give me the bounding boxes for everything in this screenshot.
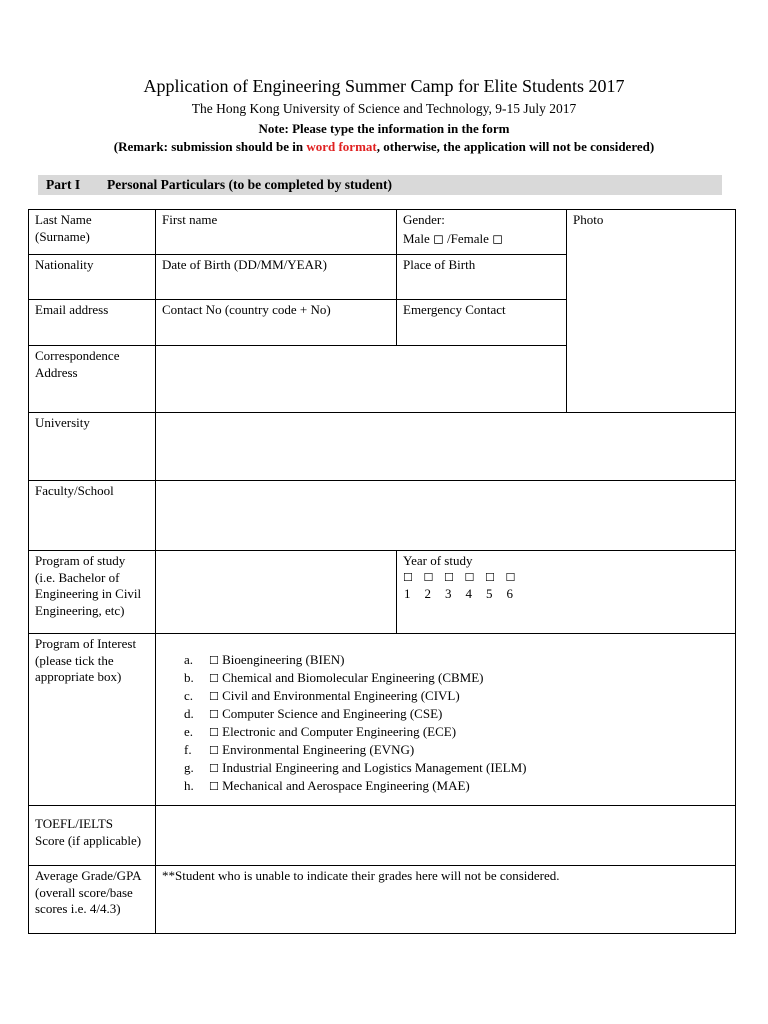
program-letter: c. xyxy=(184,688,194,703)
program-option[interactable] xyxy=(184,723,735,741)
gpa-line: Average Grade/GPA xyxy=(35,868,142,883)
university-input[interactable] xyxy=(156,413,735,480)
gpa-line: (overall score/base xyxy=(35,884,133,900)
address-label: Address xyxy=(35,364,78,380)
program-option[interactable] xyxy=(184,669,735,687)
university-label-cell xyxy=(29,413,155,480)
surname-label: (Surname) xyxy=(35,228,90,244)
gpa-input[interactable] xyxy=(156,866,735,933)
program-checkbox[interactable]: ☐ xyxy=(209,762,219,775)
program-letter: a. xyxy=(184,652,194,667)
gender-label: Gender: xyxy=(403,212,445,227)
year-of-study-label: Year of study xyxy=(403,553,473,568)
part-number: Part I xyxy=(46,177,81,192)
university-label: University xyxy=(35,415,90,430)
personal-particulars-form xyxy=(28,209,736,934)
toefl-label: TOEFL/IELTS xyxy=(35,816,114,831)
year-2-checkbox[interactable]: ☐ xyxy=(423,570,434,584)
year-number: 6 xyxy=(506,586,513,601)
program-checkbox[interactable]: ☐ xyxy=(209,672,219,685)
program-interest-line: Program of Interest xyxy=(35,636,137,651)
program-letter: b. xyxy=(184,670,194,685)
email-label: Email address xyxy=(35,302,109,317)
form-subtitle: The Hong Kong University of Science and Technology, 9-15 July 2017 xyxy=(191,101,577,116)
year-number: 4 xyxy=(465,586,472,601)
gender-options[interactable]: Male ◻ /Female ◻ xyxy=(403,230,503,246)
program-letter: e. xyxy=(184,724,194,739)
program-option[interactable] xyxy=(184,687,735,705)
year-number: 1 xyxy=(404,586,411,601)
program-letter: h. xyxy=(184,778,194,793)
program-checkbox[interactable]: ☐ xyxy=(209,690,219,703)
year-of-study-field xyxy=(397,551,735,633)
faculty-input[interactable] xyxy=(156,481,735,550)
gpa-line: scores i.e. 4/4.3) xyxy=(35,901,121,916)
year-numbers xyxy=(403,586,729,603)
program-option[interactable] xyxy=(184,705,735,723)
correspondence-address-input[interactable] xyxy=(156,346,566,412)
last-name-field[interactable] xyxy=(29,210,155,254)
program-option[interactable] xyxy=(184,651,735,669)
program-checkbox[interactable]: ☐ xyxy=(209,726,219,739)
place-of-birth-field[interactable] xyxy=(397,255,566,299)
email-field[interactable] xyxy=(29,300,155,345)
year-number: 5 xyxy=(486,586,493,601)
program-name: Environmental Engineering (EVNG) xyxy=(222,742,415,757)
year-checkboxes xyxy=(403,570,729,587)
program-letter: g. xyxy=(184,760,194,775)
contact-no-label: Contact No (country code + No) xyxy=(162,302,331,317)
program-name: Electronic and Computer Engineering (ECE) xyxy=(222,724,457,739)
last-name-label: Last Name xyxy=(35,212,92,227)
part-title: Personal Particulars (to be completed by student) xyxy=(107,177,392,192)
nationality-field[interactable] xyxy=(29,255,155,299)
program-list xyxy=(184,651,735,795)
first-name-field[interactable] xyxy=(156,210,396,254)
program-interest-line: (please tick the xyxy=(35,652,114,668)
program-checkbox[interactable]: ☐ xyxy=(209,654,219,667)
gender-field[interactable] xyxy=(397,210,566,254)
year-6-checkbox[interactable]: ☐ xyxy=(505,570,516,584)
contact-no-field[interactable] xyxy=(156,300,396,345)
program-of-study-input[interactable] xyxy=(156,551,396,633)
program-interest-line: appropriate box) xyxy=(35,669,122,684)
program-study-line: Program of study xyxy=(35,553,126,568)
form-title: Application of Engineering Summer Camp for Elite Students 2017 xyxy=(143,76,625,96)
year-3-checkbox[interactable]: ☐ xyxy=(444,570,454,584)
program-option[interactable] xyxy=(184,741,735,759)
program-interest-label-cell xyxy=(29,634,155,805)
program-checkbox[interactable]: ☐ xyxy=(209,780,219,793)
remark-suffix: , otherwise, the application will not be considered) xyxy=(376,139,655,154)
year-number: 2 xyxy=(424,586,431,601)
program-letter: d. xyxy=(184,706,194,721)
nationality-label: Nationality xyxy=(35,257,94,272)
correspondence-label-cell xyxy=(29,346,155,412)
year-4-checkbox[interactable]: ☐ xyxy=(464,570,475,584)
program-name: Computer Science and Engineering (CSE) xyxy=(222,706,443,721)
remark-prefix: (Remark: submission should be in xyxy=(113,139,307,154)
program-checkbox[interactable]: ☐ xyxy=(209,708,219,721)
gpa-note: **Student who is unable to indicate their grades here will not be considered. xyxy=(162,868,560,883)
program-interest-options xyxy=(156,634,735,805)
correspondence-label: Correspondence xyxy=(35,348,120,363)
program-study-line: Engineering in Civil xyxy=(35,586,142,601)
photo-field[interactable] xyxy=(567,210,735,412)
faculty-label-cell xyxy=(29,481,155,550)
program-letter: f. xyxy=(184,742,192,757)
program-checkbox[interactable]: ☐ xyxy=(209,744,219,757)
toefl-sub-label: Score (if applicable) xyxy=(35,832,142,848)
year-number: 3 xyxy=(445,586,452,601)
dob-field[interactable] xyxy=(156,255,396,299)
program-of-study-label-cell xyxy=(29,551,155,633)
remark-highlight: word format xyxy=(306,139,377,154)
emergency-contact-label: Emergency Contact xyxy=(403,302,506,317)
gpa-label-cell xyxy=(29,866,155,933)
year-5-checkbox[interactable]: ☐ xyxy=(485,570,495,584)
program-study-line: (i.e. Bachelor of xyxy=(35,569,120,585)
first-name-label: First name xyxy=(162,212,218,227)
program-name: Civil and Environmental Engineering (CIVL) xyxy=(222,688,460,703)
program-option[interactable] xyxy=(184,777,735,795)
part-heading-bar xyxy=(38,175,722,195)
program-name: Mechanical and Aerospace Engineering (MAE) xyxy=(222,778,470,793)
program-name: Chemical and Biomolecular Engineering (CBME) xyxy=(222,670,484,685)
year-1-checkbox[interactable]: ☐ xyxy=(403,570,413,584)
form-note: Note: Please type the information in the form xyxy=(258,121,510,136)
program-option[interactable] xyxy=(184,759,735,777)
emergency-contact-field[interactable] xyxy=(397,300,566,345)
dob-label: Date of Birth (DD/MM/YEAR) xyxy=(162,257,328,272)
photo-label: Photo xyxy=(573,212,604,227)
place-of-birth-label: Place of Birth xyxy=(403,257,476,272)
program-name: Industrial Engineering and Logistics Management (IELM) xyxy=(222,760,527,775)
toefl-input[interactable] xyxy=(156,806,735,865)
program-name: Bioengineering (BIEN) xyxy=(222,652,345,667)
faculty-label: Faculty/School xyxy=(35,483,114,498)
toefl-label-cell xyxy=(29,806,155,865)
form-remark xyxy=(0,139,768,155)
program-study-line: Engineering, etc) xyxy=(35,602,125,618)
